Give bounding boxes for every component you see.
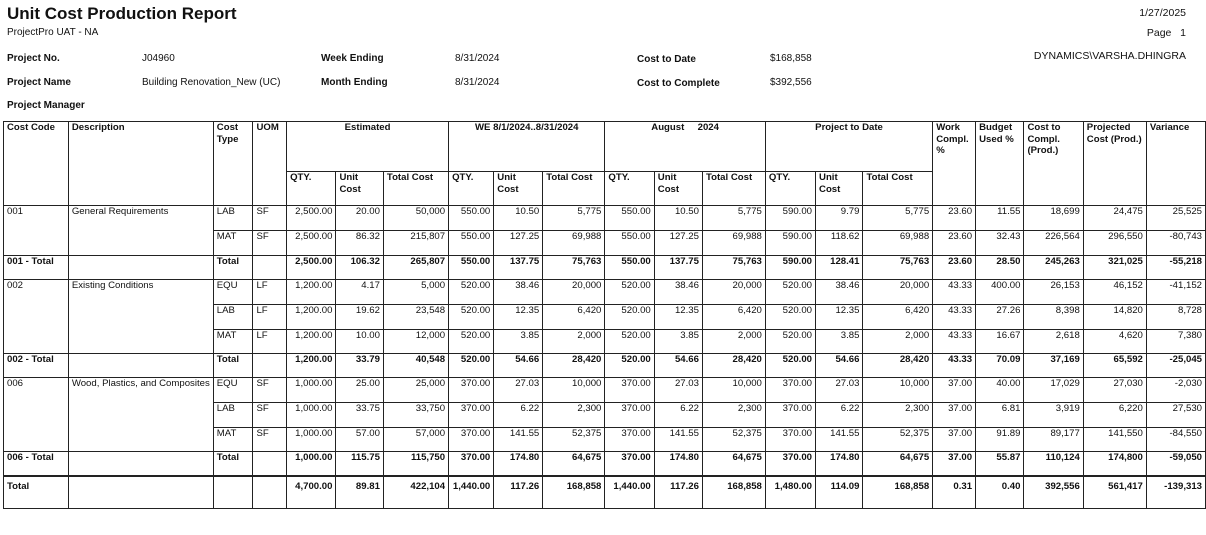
value-cell: 23.60 [933,231,976,256]
value-cell: 20,000 [863,280,933,305]
value-cell: 43.33 [933,330,976,354]
value-cell: 28,420 [543,354,605,378]
value-cell: 37.00 [933,428,976,452]
value-cell: 27.03 [816,378,863,403]
value-cell: 33,750 [383,403,448,428]
value-cell: 6.22 [654,403,702,428]
col-unit-cost: Unit Cost [336,172,383,206]
value-cell: 54.66 [654,354,702,378]
value-cell: 10,000 [863,378,933,403]
value-cell: 127.25 [494,231,543,256]
value-cell: 6,420 [863,305,933,330]
value-cell: 26,153 [1024,280,1083,305]
uom-cell [253,354,287,378]
col-group-ptd: Project to Date [765,122,932,172]
col-cost-type: Cost Type [213,122,253,206]
uom-cell: SF [253,428,287,452]
col-variance: Variance [1146,122,1205,206]
value-cell: 37.00 [933,403,976,428]
value-cell: 520.00 [449,305,494,330]
value-cell: 370.00 [605,452,654,476]
value-cell: 27,530 [1146,403,1205,428]
subtotal-row [4,354,1206,378]
value-cell: 54.66 [494,354,543,378]
value-cell: 69,988 [543,231,605,256]
value-cell: 520.00 [449,280,494,305]
value-cell: 2,300 [863,403,933,428]
value-cell: 4,700.00 [287,476,336,509]
cost-type-cell: MAT [213,231,253,256]
cost-to-date-label: Cost to Date [637,54,696,65]
value-cell: 2,500.00 [287,206,336,231]
col-projected-cost: Projected Cost (Prod.) [1083,122,1146,206]
value-cell: 1,440.00 [605,476,654,509]
value-cell: 6.81 [976,403,1024,428]
col-total-cost: Total Cost [702,172,765,206]
project-no-label: Project No. [7,53,60,64]
value-cell: 38.46 [816,280,863,305]
value-cell: 1,000.00 [287,452,336,476]
uom-cell [253,452,287,476]
cost-type-cell: EQU [213,280,253,305]
table-row [4,378,1206,403]
value-cell: 2,000 [543,330,605,354]
value-cell: 520.00 [605,305,654,330]
week-ending-value: 8/31/2024 [455,53,500,64]
uom-cell: LF [253,305,287,330]
cost-to-complete-value: $392,556 [770,77,812,88]
value-cell: 12,000 [383,330,448,354]
value-cell: 141,550 [1083,428,1146,452]
uom-cell: SF [253,403,287,428]
description-cell [68,354,213,378]
value-cell: -84,550 [1146,428,1205,452]
value-cell: 118.62 [816,231,863,256]
value-cell: 127.25 [654,231,702,256]
col-total-cost: Total Cost [383,172,448,206]
value-cell: -55,218 [1146,256,1205,280]
value-cell: 25,525 [1146,206,1205,231]
value-cell: 6.22 [816,403,863,428]
value-cell: 57.00 [336,428,383,452]
col-qty: QTY. [287,172,336,206]
page-label: Page [1146,27,1172,39]
value-cell: 422,104 [383,476,448,509]
uom-cell: LF [253,280,287,305]
value-cell: 3,919 [1024,403,1083,428]
cost-code-cell: 001 - Total [4,256,69,280]
uom-cell [253,256,287,280]
value-cell: 64,675 [863,452,933,476]
value-cell: 265,807 [383,256,448,280]
page-number: 1 [1180,27,1186,39]
value-cell: -80,743 [1146,231,1205,256]
col-qty: QTY. [765,172,815,206]
value-cell: 128.41 [816,256,863,280]
cost-to-complete-label: Cost to Complete [637,78,720,89]
value-cell: 33.75 [336,403,383,428]
cost-report-table [3,121,1206,509]
value-cell: 32.43 [976,231,1024,256]
col-total-cost: Total Cost [543,172,605,206]
description-cell: Wood, Plastics, and Composites [68,378,213,452]
description-cell [68,256,213,280]
value-cell: 19.62 [336,305,383,330]
value-cell: 28.50 [976,256,1024,280]
value-cell: -25,045 [1146,354,1205,378]
value-cell: 4,620 [1083,330,1146,354]
value-cell: 64,675 [702,452,765,476]
value-cell: 115,750 [383,452,448,476]
value-cell: 11.55 [976,206,1024,231]
value-cell: 38.46 [654,280,702,305]
value-cell: 370.00 [449,428,494,452]
project-name-value: Building Renovation_New (UC) [142,77,281,88]
week-ending-label: Week Ending [321,53,384,64]
value-cell: 370.00 [449,378,494,403]
value-cell: 4.17 [336,280,383,305]
value-cell: 57,000 [383,428,448,452]
col-group-estimated: Estimated [287,122,449,172]
value-cell: 296,550 [1083,231,1146,256]
value-cell: 117.26 [494,476,543,509]
uom-cell: SF [253,231,287,256]
cost-code-cell: 002 [4,280,69,354]
value-cell: 550.00 [605,231,654,256]
value-cell: 106.32 [336,256,383,280]
value-cell: 6,220 [1083,403,1146,428]
cost-to-date-value: $168,858 [770,53,812,64]
table-row [4,280,1206,305]
value-cell: 550.00 [605,256,654,280]
value-cell: 38.46 [494,280,543,305]
value-cell: 2,000 [863,330,933,354]
value-cell: 550.00 [449,206,494,231]
value-cell: 5,000 [383,280,448,305]
value-cell: 12.35 [816,305,863,330]
value-cell: 1,200.00 [287,280,336,305]
value-cell: 64,675 [543,452,605,476]
cost-type-cell: MAT [213,330,253,354]
value-cell: 46,152 [1083,280,1146,305]
value-cell: 3.85 [654,330,702,354]
value-cell: 27.03 [494,378,543,403]
value-cell: 1,200.00 [287,354,336,378]
value-cell: 520.00 [605,330,654,354]
value-cell: 69,988 [863,231,933,256]
value-cell: 27.03 [654,378,702,403]
value-cell: 69,988 [702,231,765,256]
cost-type-cell: EQU [213,378,253,403]
value-cell: 1,000.00 [287,403,336,428]
user-name: DYNAMICS\VARSHA.DHINGRA [1033,50,1186,62]
value-cell: 23.60 [933,256,976,280]
table-row [4,206,1206,231]
empty-cell [253,476,287,509]
value-cell: 27,030 [1083,378,1146,403]
value-cell: 20.00 [336,206,383,231]
value-cell: 28,420 [702,354,765,378]
description-cell: Existing Conditions [68,280,213,354]
value-cell: 141.55 [654,428,702,452]
value-cell: 10,000 [543,378,605,403]
report-date: 1/27/2025 [1139,7,1186,19]
subtotal-row [4,452,1206,476]
value-cell: 1,000.00 [287,378,336,403]
value-cell: 174.80 [654,452,702,476]
col-unit-cost: Unit Cost [494,172,543,206]
value-cell: 6,420 [543,305,605,330]
value-cell: 590.00 [765,206,815,231]
value-cell: 550.00 [449,256,494,280]
empty-cell [213,476,253,509]
value-cell: 33.79 [336,354,383,378]
value-cell: 43.33 [933,280,976,305]
value-cell: 370.00 [605,378,654,403]
uom-cell: SF [253,206,287,231]
project-name-label: Project Name [7,77,71,88]
col-qty: QTY. [605,172,654,206]
value-cell: 1,200.00 [287,330,336,354]
value-cell: 114.09 [816,476,863,509]
value-cell: 137.75 [494,256,543,280]
value-cell: 10.50 [654,206,702,231]
cost-type-cell: MAT [213,428,253,452]
value-cell: 174.80 [816,452,863,476]
col-work-compl: Work Compl. % [933,122,976,206]
value-cell: 370.00 [449,452,494,476]
report-body [4,206,1206,509]
value-cell: 37.00 [933,378,976,403]
value-cell: 2,300 [543,403,605,428]
value-cell: -59,050 [1146,452,1205,476]
value-cell: 40.00 [976,378,1024,403]
value-cell: 10.50 [494,206,543,231]
description-cell [68,452,213,476]
col-unit-cost: Unit Cost [654,172,702,206]
value-cell: 20,000 [543,280,605,305]
value-cell: 2,000 [702,330,765,354]
value-cell: 5,775 [543,206,605,231]
value-cell: 370.00 [765,428,815,452]
value-cell: 321,025 [1083,256,1146,280]
value-cell: 110,124 [1024,452,1083,476]
cost-type-cell: Total [213,354,253,378]
value-cell: 24,475 [1083,206,1146,231]
value-cell: 2,500.00 [287,231,336,256]
value-cell: 1,440.00 [449,476,494,509]
value-cell: 590.00 [765,256,815,280]
value-cell: 550.00 [449,231,494,256]
value-cell: 18,699 [1024,206,1083,231]
value-cell: 520.00 [605,354,654,378]
value-cell: 520.00 [605,280,654,305]
value-cell: 174.80 [494,452,543,476]
value-cell: 520.00 [449,354,494,378]
empty-cell [68,476,213,509]
value-cell: 52,375 [863,428,933,452]
value-cell: 27.26 [976,305,1024,330]
value-cell: 245,263 [1024,256,1083,280]
cost-code-cell: 002 - Total [4,354,69,378]
value-cell: 1,480.00 [765,476,815,509]
cost-code-cell: Total [4,476,69,509]
value-cell: 370.00 [449,403,494,428]
col-group-week: WE 8/1/2024..8/31/2024 [449,122,605,172]
value-cell: 89.81 [336,476,383,509]
value-cell: 115.75 [336,452,383,476]
cost-type-cell: Total [213,256,253,280]
page-indicator [1147,27,1186,39]
value-cell: 370.00 [605,403,654,428]
project-no-value: J04960 [142,53,175,64]
value-cell: 91.89 [976,428,1024,452]
value-cell: 520.00 [449,330,494,354]
col-budget-used: Budget Used % [976,122,1024,206]
value-cell: 40,548 [383,354,448,378]
value-cell: 9.79 [816,206,863,231]
value-cell: 1,200.00 [287,305,336,330]
value-cell: 400.00 [976,280,1024,305]
value-cell: 168,858 [863,476,933,509]
value-cell: 23.60 [933,206,976,231]
value-cell: 2,300 [702,403,765,428]
report-title: Unit Cost Production Report [7,4,237,23]
grand-total-row [4,476,1206,509]
uom-cell: SF [253,378,287,403]
value-cell: 28,420 [863,354,933,378]
value-cell: 0.31 [933,476,976,509]
value-cell: 75,763 [702,256,765,280]
col-group-month: August 2024 [605,122,766,172]
value-cell: 370.00 [765,378,815,403]
value-cell: 25.00 [336,378,383,403]
value-cell: 5,775 [863,206,933,231]
value-cell: 0.40 [976,476,1024,509]
value-cell: 75,763 [863,256,933,280]
col-qty: QTY. [449,172,494,206]
cost-code-cell: 006 [4,378,69,452]
value-cell: 226,564 [1024,231,1083,256]
value-cell: 55.87 [976,452,1024,476]
col-total-cost: Total Cost [863,172,933,206]
value-cell: 3.85 [494,330,543,354]
value-cell: 215,807 [383,231,448,256]
value-cell: 370.00 [605,428,654,452]
value-cell: 137.75 [654,256,702,280]
value-cell: 168,858 [543,476,605,509]
value-cell: 370.00 [765,452,815,476]
month-ending-value: 8/31/2024 [455,77,500,88]
col-uom: UOM [253,122,287,206]
value-cell: 141.55 [494,428,543,452]
value-cell: 520.00 [765,280,815,305]
value-cell: 50,000 [383,206,448,231]
value-cell: 12.35 [494,305,543,330]
value-cell: 7,380 [1146,330,1205,354]
value-cell: 561,417 [1083,476,1146,509]
month-ending-label: Month Ending [321,77,388,88]
value-cell: 117.26 [654,476,702,509]
value-cell: 65,592 [1083,354,1146,378]
value-cell: 8,728 [1146,305,1205,330]
value-cell: 16.67 [976,330,1024,354]
value-cell: 17,029 [1024,378,1083,403]
value-cell: -139,313 [1146,476,1205,509]
cost-code-cell: 001 [4,206,69,256]
col-cost-code: Cost Code [4,122,69,206]
value-cell: 550.00 [605,206,654,231]
value-cell: 168,858 [702,476,765,509]
cost-type-cell: LAB [213,403,253,428]
value-cell: 20,000 [702,280,765,305]
value-cell: 10,000 [702,378,765,403]
value-cell: 37.00 [933,452,976,476]
project-manager-label: Project Manager [7,100,85,111]
value-cell: 12.35 [654,305,702,330]
value-cell: 10.00 [336,330,383,354]
report-subtitle: ProjectPro UAT - NA [7,27,99,38]
value-cell: 590.00 [765,231,815,256]
value-cell: 2,500.00 [287,256,336,280]
value-cell: 14,820 [1083,305,1146,330]
value-cell: 52,375 [543,428,605,452]
value-cell: -41,152 [1146,280,1205,305]
value-cell: 54.66 [816,354,863,378]
value-cell: 8,398 [1024,305,1083,330]
value-cell: 52,375 [702,428,765,452]
value-cell: 3.85 [816,330,863,354]
value-cell: 5,775 [702,206,765,231]
value-cell: 37,169 [1024,354,1083,378]
value-cell: 43.33 [933,354,976,378]
value-cell: 520.00 [765,305,815,330]
cost-type-cell: Total [213,452,253,476]
col-unit-cost: Unit Cost [816,172,863,206]
description-cell: General Requirements [68,206,213,256]
value-cell: 89,177 [1024,428,1083,452]
col-cost-to-compl: Cost to Compl. (Prod.) [1024,122,1083,206]
cost-code-cell: 006 - Total [4,452,69,476]
subtotal-row [4,256,1206,280]
value-cell: 6,420 [702,305,765,330]
value-cell: 520.00 [765,354,815,378]
value-cell: 86.32 [336,231,383,256]
value-cell: 25,000 [383,378,448,403]
value-cell: 174,800 [1083,452,1146,476]
cost-type-cell: LAB [213,206,253,231]
value-cell: 75,763 [543,256,605,280]
value-cell: 23,548 [383,305,448,330]
value-cell: 2,618 [1024,330,1083,354]
value-cell: 43.33 [933,305,976,330]
value-cell: 6.22 [494,403,543,428]
value-cell: -2,030 [1146,378,1205,403]
value-cell: 1,000.00 [287,428,336,452]
cost-type-cell: LAB [213,305,253,330]
col-description: Description [68,122,213,206]
value-cell: 141.55 [816,428,863,452]
value-cell: 520.00 [765,330,815,354]
value-cell: 370.00 [765,403,815,428]
value-cell: 70.09 [976,354,1024,378]
uom-cell: LF [253,330,287,354]
value-cell: 392,556 [1024,476,1083,509]
